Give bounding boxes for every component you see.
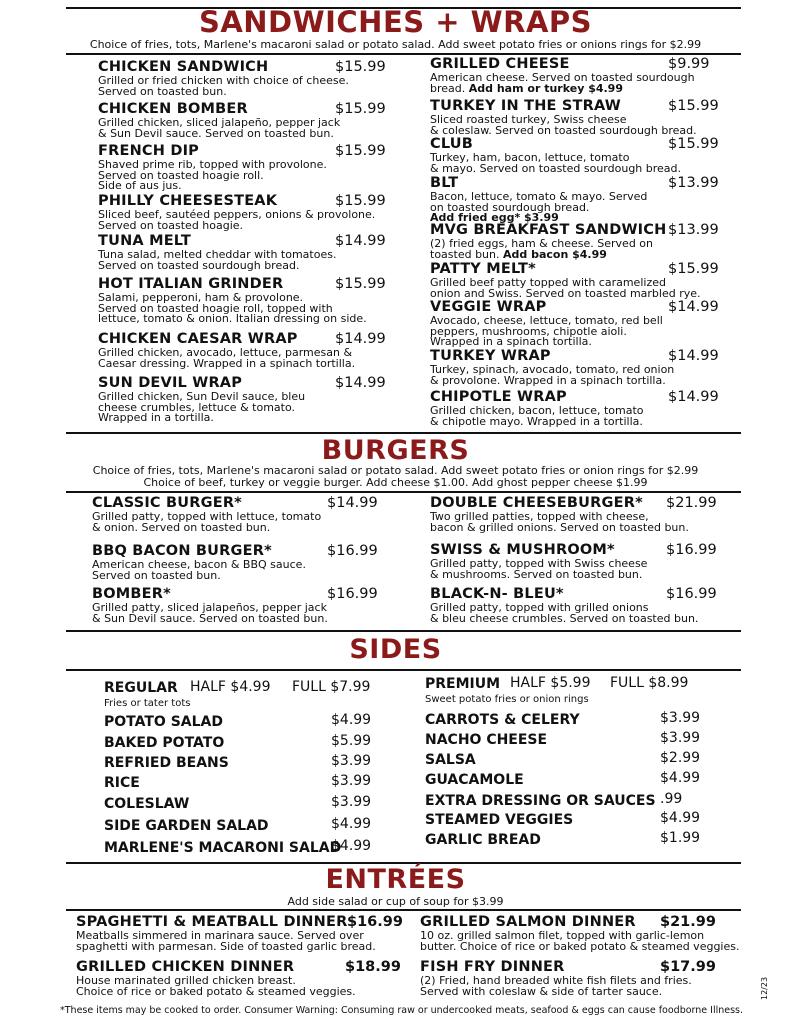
menu-item-name: TURKEY WRAP <box>430 348 551 364</box>
burgers-subtitle-1: Choice of fries, tots, Marlene's macaroni salad or potato salad. Add sweet potato fries or onion rings for $2.99 <box>92 464 699 477</box>
side-item-name: REFRIED BEANS <box>104 755 229 771</box>
menu-item-description: Sliced beef, sautéed peppers, onions & provolone. Served on toasted hoagie. <box>98 208 376 232</box>
menu-item-description: Turkey, spinach, avocado, tomato, red onion & provolone. Wrapped in a spinach tortilla. <box>430 363 675 387</box>
side-item-name: NACHO CHEESE <box>425 732 548 748</box>
side-item-price: $2.99 <box>660 750 701 766</box>
menu-item <box>98 59 386 98</box>
menu-item-description: Turkey, ham, bacon, lettuce, tomato & mayo. Served on toasted sourdough bread. <box>430 151 682 175</box>
menu-item-description: Grilled or fried chicken with choice of cheese. Served on toasted bun. <box>98 74 349 98</box>
menu-item-name: HOT ITALIAN GRINDER <box>98 276 284 292</box>
entree-description: Meatballs simmered in marinara sauce. Served over spaghetti with parmesan. Side of toasted garlic bread. <box>76 929 376 953</box>
menu-item-name: BBQ BACON BURGER* <box>92 543 272 559</box>
menu-item-name: VEGGIE WRAP <box>430 299 547 315</box>
regular-full-price: FULL $7.99 <box>292 679 371 695</box>
premium-half-price: HALF $5.99 <box>510 675 591 691</box>
side-item-name: GARLIC BREAD <box>425 832 541 848</box>
side-item-price: $4.99 <box>660 770 701 786</box>
menu-item-price: $13.99 <box>668 222 719 238</box>
menu-item-description: Grilled chicken, avocado, lettuce, parmesan & Caesar dressing. Wrapped in a spinach tortilla. <box>98 346 356 370</box>
menu-item-price: $14.99 <box>335 233 386 249</box>
menu-item-description: Tuna salad, melted cheddar with tomatoes. Served on toasted sourdough bread. <box>98 248 337 272</box>
menu-item-name: CLASSIC BURGER* <box>92 495 242 511</box>
menu-item-name: CHICKEN BOMBER <box>98 101 248 117</box>
menu-item-price: $15.99 <box>335 143 386 159</box>
menu-item-name: SUN DEVIL WRAP <box>98 375 243 391</box>
side-item-name: BAKED POTATO <box>104 735 225 751</box>
sandwiches-rule-top <box>66 53 741 55</box>
entree-description: House marinated grilled chicken breast. Choice of rice or baked potato & steamed veggies. <box>76 974 356 998</box>
menu-item <box>430 56 710 95</box>
menu-item-name: PHILLY CHEESESTEAK <box>98 193 278 209</box>
menu-item-price: $16.99 <box>666 542 717 558</box>
entree-price: $17.99 <box>660 959 716 975</box>
menu-item-description: Grilled patty, topped with grilled onions & bleu cheese crumbles. Served on toasted bun. <box>430 601 699 625</box>
menu-item-name: DOUBLE CHEESEBURGER* <box>430 495 643 511</box>
sides-rule-top <box>66 669 741 671</box>
menu-item-description: Grilled patty, topped with Swiss cheese & mushrooms. Served on toasted bun. <box>430 557 648 581</box>
entree-name: GRILLED CHICKEN DINNER <box>76 959 295 975</box>
menu-item-price: $15.99 <box>335 101 386 117</box>
entree-name: SPAGHETTI & MEATBALL DINNER <box>76 914 348 930</box>
menu-item-name: PATTY MELT* <box>430 261 536 277</box>
menu-item-price: $14.99 <box>668 348 719 364</box>
menu-item-name: FRENCH DIP <box>98 143 199 159</box>
footer-warning: *These items may be cooked to order. Consumer Warning: Consuming raw or undercooked meats, seafood & eggs can cause foodborne Illness. <box>60 1005 744 1016</box>
side-item-price: $3.99 <box>331 753 372 769</box>
menu-item <box>430 389 719 428</box>
side-item-name: SIDE GARDEN SALAD <box>104 818 269 834</box>
menu-item-description: (2) fried eggs, ham & cheese. Served on toasted bun. Add bacon $4.99 <box>430 237 654 261</box>
side-item-price: $3.99 <box>331 794 372 810</box>
menu-item-price: $16.99 <box>666 586 717 602</box>
menu-item-price: $21.99 <box>666 495 717 511</box>
side-item-name: STEAMED VEGGIES <box>425 812 574 828</box>
side-item-price: $3.99 <box>660 730 701 746</box>
entree-price: $21.99 <box>660 914 716 930</box>
menu-item-description: Shaved prime rib, topped with provolone. Served on toasted hoagie roll. Side of aus jus. <box>98 158 327 192</box>
menu-item <box>430 261 719 300</box>
sandwiches-subtitle: Choice of fries, tots, Marlene's macaroni salad or potato salad. Add sweet potato fries or onions rings for $2.99 <box>89 38 702 51</box>
menu-item-description: Avocado, cheese, lettuce, tomato, red bell peppers, mushrooms, chipotle aioli. Wrapped in a spinach tortilla. <box>430 314 663 348</box>
side-item-name: GUACAMOLE <box>425 772 524 788</box>
side-item-price: $3.99 <box>660 710 701 726</box>
premium-full-price: FULL $8.99 <box>610 675 689 691</box>
side-item-name: RICE <box>104 775 140 791</box>
entree-name: GRILLED SALMON DINNER <box>420 914 636 930</box>
menu-item-description: Bacon, lettuce, tomato & mayo. Served on toasted sourdough bread. Add fried egg* $3.99 <box>430 190 648 224</box>
premium-note: Sweet potato fries or onion rings <box>425 694 589 705</box>
side-item-name: EXTRA DRESSING OR SAUCES <box>425 793 656 809</box>
menu-item-price: $14.99 <box>335 331 386 347</box>
entree-description: (2) Fried, hand breaded white fish filets and fries. Served with coleslaw & side of tarter sauce. <box>420 974 692 998</box>
menu-item-name: CLUB <box>430 136 473 152</box>
menu-item <box>430 299 719 348</box>
side-item-price: $3.99 <box>331 773 372 789</box>
menu-item <box>430 98 719 137</box>
menu-item <box>430 586 717 625</box>
menu-item <box>430 495 717 534</box>
entree-item <box>420 914 739 952</box>
sides-title: SIDES <box>349 634 442 665</box>
menu-item <box>92 586 378 625</box>
menu-item <box>98 375 386 424</box>
menu-item <box>430 136 719 175</box>
regular-half-price: HALF $4.99 <box>190 679 271 695</box>
menu-item-price: $16.99 <box>327 586 378 602</box>
premium-label: PREMIUM <box>425 676 501 692</box>
menu-item <box>98 276 386 325</box>
menu-item-price: $14.99 <box>335 375 386 391</box>
menu-item-name: BLT <box>430 175 459 191</box>
side-item-price: $4.99 <box>331 838 372 854</box>
menu-item-price: $15.99 <box>668 98 719 114</box>
menu-item-description: American cheese, bacon & BBQ sauce. Served on toasted bun. <box>92 558 306 582</box>
menu-item-addon: Add ham or turkey $4.99 <box>468 81 623 95</box>
entree-name: FISH FRY DINNER <box>420 959 565 975</box>
menu-item-description: Two grilled patties, topped with cheese, bacon & grilled onions. Served on toasted bun. <box>430 510 689 534</box>
menu-item-name: BLACK-N- BLEU* <box>430 586 564 602</box>
menu-item-price: $14.99 <box>327 495 378 511</box>
entrees-subtitle: Add side salad or cup of soup for $3.99 <box>287 895 504 908</box>
entrees-rule-top <box>66 909 741 911</box>
menu-item-price: $9.99 <box>668 56 710 72</box>
entree-item <box>76 959 401 998</box>
menu-item-name: SWISS & MUSHROOM* <box>430 542 615 558</box>
menu-item-name: TUNA MELT <box>98 233 191 249</box>
entree-price: $16.99 <box>347 914 403 930</box>
regular-note: Fries or tater tots <box>104 698 191 709</box>
menu-item-description: Grilled chicken, sliced jalapeño, pepper jack & Sun Devil sauce. Served on toasted bun. <box>98 116 341 140</box>
menu-item-price: $15.99 <box>335 59 386 75</box>
entree-price: $18.99 <box>345 959 401 975</box>
menu-item <box>98 101 386 140</box>
menu-item-name: TURKEY IN THE STRAW <box>430 98 621 114</box>
side-item-name: COLESLAW <box>104 796 190 812</box>
menu-item-description: Grilled patty, topped with lettuce, tomato & onion. Served on toasted bun. <box>92 510 322 534</box>
menu-item-price: $14.99 <box>668 389 719 405</box>
menu-item-name: BOMBER* <box>92 586 171 602</box>
entrees-title: ENTRÉES <box>325 864 466 895</box>
menu-item-price: $15.99 <box>335 193 386 209</box>
menu-item-price: $15.99 <box>668 136 719 152</box>
menu-item <box>92 543 378 582</box>
side-item-name: MARLENE'S MACARONI SALAD <box>104 840 342 856</box>
menu-item <box>430 348 719 387</box>
side-item-price: $4.99 <box>660 810 701 826</box>
sandwiches-rule-bottom <box>66 432 741 434</box>
menu-item-name: GRILLED CHEESE <box>430 56 570 72</box>
side-item-price: .99 <box>660 791 683 807</box>
menu-item-price: $15.99 <box>668 261 719 277</box>
side-item-price: $5.99 <box>331 733 372 749</box>
burgers-rule-bottom <box>66 630 741 632</box>
menu-item-description: Salami, pepperoni, ham & provolone. Served on toasted hoagie roll, topped with lettuce, tomato & onion. Italian dressing on side. <box>98 291 367 325</box>
entree-description: 10 oz. grilled salmon filet, topped with garlic-lemon butter. Choice of rice or baked potato & steamed veggies. <box>420 929 740 953</box>
menu-item-description: Grilled chicken, bacon, lettuce, tomato & chipotle mayo. Wrapped in a tortilla. <box>430 404 644 428</box>
menu-item <box>98 331 386 370</box>
menu-item-price: $14.99 <box>668 299 719 315</box>
footer-date: 12/23 <box>760 976 769 1000</box>
entree-item <box>76 914 403 953</box>
menu-item-description: Grilled patty, sliced jalapeños, pepper jack & Sun Devil sauce. Served on toasted bun. <box>92 601 328 625</box>
side-item-price: $4.99 <box>331 816 372 832</box>
menu-item-description: Sliced roasted turkey, Swiss cheese & coleslaw. Served on toasted sourdough bread. <box>430 113 697 137</box>
menu-item <box>430 222 719 261</box>
side-item-name: SALSA <box>425 752 476 768</box>
menu-item <box>92 495 378 534</box>
menu-item-name: CHIPOTLE WRAP <box>430 389 567 405</box>
menu-item-price: $16.99 <box>327 543 378 559</box>
regular-label: REGULAR <box>104 680 178 696</box>
burgers-title: BURGERS <box>321 435 470 466</box>
menu-item <box>430 542 717 581</box>
menu-item <box>98 193 386 232</box>
menu-item <box>98 233 386 272</box>
menu-item-price: $15.99 <box>335 276 386 292</box>
menu-item-addon: Add bacon $4.99 <box>503 247 607 261</box>
side-item-name: POTATO SALAD <box>104 714 223 730</box>
burgers-rule-top <box>66 491 741 493</box>
menu-item-description: Grilled beef patty topped with caramelized onion and Swiss. Served on toasted marbled rye. <box>430 276 701 300</box>
menu-item-description: Grilled chicken, Sun Devil sauce, bleu cheese crumbles, lettuce & tomato. Wrapped in a tortilla. <box>98 390 306 424</box>
entree-item <box>420 959 716 998</box>
side-item-price: $4.99 <box>331 712 372 728</box>
sandwiches-title: SANDWICHES + WRAPS <box>198 5 593 39</box>
menu-item-name: CHICKEN CAESAR WRAP <box>98 331 298 347</box>
menu-item-name: MVG BREAKFAST SANDWICH <box>430 222 667 238</box>
menu-item-description: American cheese. Served on toasted sourdough bread. Add ham or turkey $4.99 <box>430 71 695 95</box>
side-item-price: $1.99 <box>660 830 701 846</box>
menu-item-price: $13.99 <box>668 175 719 191</box>
burgers-subtitle-2: Choice of beef, turkey or veggie burger. Add cheese $1.00. Add ghost pepper cheese $1.99 <box>143 476 648 489</box>
side-item-name: CARROTS & CELERY <box>425 712 580 728</box>
menu-item <box>98 143 386 192</box>
menu-item-name: CHICKEN SANDWICH <box>98 59 269 75</box>
menu-item-addon: Add fried egg* $3.99 <box>430 211 559 224</box>
menu-item <box>430 175 719 224</box>
